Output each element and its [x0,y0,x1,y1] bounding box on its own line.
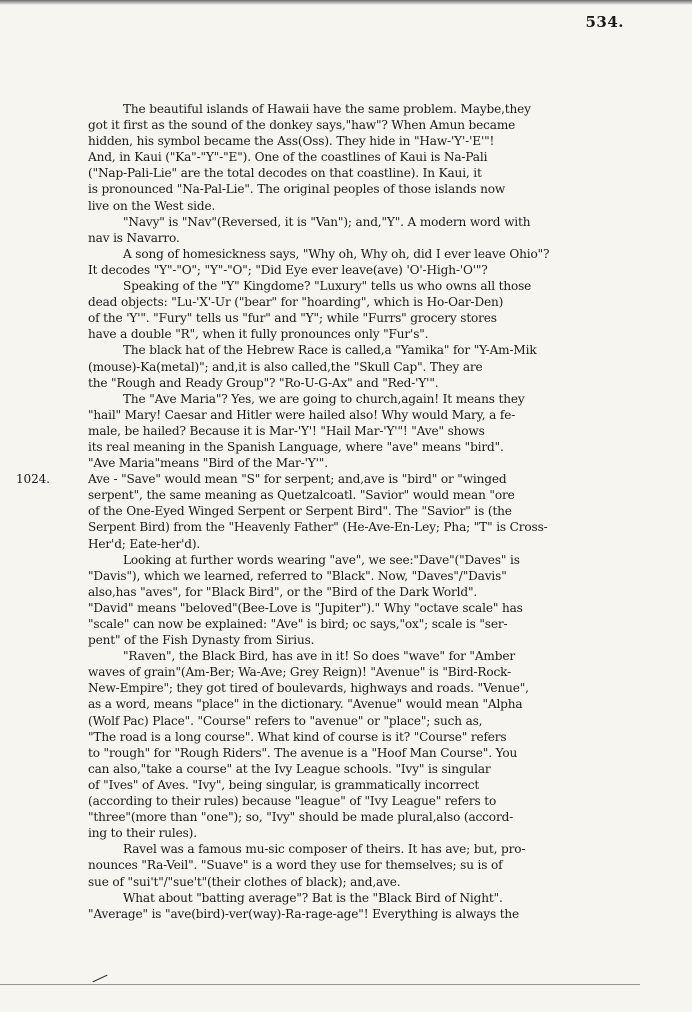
text-line: ing to their rules). [88,826,197,841]
text-line: "scale" can now be explained: "Ave" is bird; oc says,"ox"; scale is "ser- [88,617,508,631]
text-line: Speaking of the "Y" Kingdome? "Luxury" tells us who owns all those [123,279,532,294]
scan-top-edge [0,0,692,5]
text-line: New-Empire"; they got tired of boulevards, highways and roads. "Venue", [88,681,529,696]
text-line: serpent", the same meaning as Quetzalcoatl. "Savior" would mean "ore [88,488,515,503]
text-line: And, in Kaui ("Ka"-"Y"-"E"). One of the coastlines of Kaui is Na-Pali [88,150,488,165]
text-line: ("Nap-Pali-Lie" are the total decodes on that coastline). In Kaui, it [88,166,482,181]
text-line: "three"(more than "one"); so, "Ivy" should be made plural,also (accord- [88,810,514,825]
page-number: 534. [585,13,624,31]
text-line: sue of "sui't"/"sue't"(their clothes of black); and,ave. [88,874,401,889]
text-line: Ave - "Save" would mean "S" for serpent; and,ave is "bird" or "winged [88,472,507,487]
text-line: its real meaning in the Spanish Language, where "ave" means "bird". [88,439,504,454]
text-line: hidden, his symbol became the Ass(Oss). They hide in "Haw-'Y'-'E'"! [88,134,495,149]
text-line: The beautiful islands of Hawaii have the same problem. Maybe,they [123,102,531,116]
text-line: "David" means "beloved"(Bee-Love is "Jupiter")." Why "octave scale" has [88,600,523,615]
text-line: What about "batting average"? Bat is the "Black Bird of Night". [123,890,503,905]
text-line: dead objects: "Lu-'X'-Ur ("bear" for "hoarding", which is Ho-Oar-Den) [88,295,504,310]
text-line: Her'd; Eate-her'd). [88,536,201,551]
text-line: waves of grain"(Am-Ber; Wa-Ave; Grey Reign)! "Avenue" is "Bird-Rock- [88,665,512,680]
text-line: (Wolf Pac) Place". "Course" refers to "avenue" or "place"; such as, [88,713,483,728]
text-line: have a double "R", when it fully pronounces only "Fur's". [88,327,429,342]
text-line: It decodes "Y"-"O"; "Y"-"O"; "Did Eye ever leave(ave) 'O'-High-'O'"? [88,262,488,277]
text-line: to "rough" for "Rough Riders". The avenue is a "Hoof Man Course". You [88,745,518,760]
bottom-pen-mark [93,975,108,983]
text-line: "Davis"), which we learned, referred to "Black". Now, "Daves"/"Davis" [88,568,507,583]
text-line: (according to their rules) because "league" of "Ivy League" refers to [88,794,497,809]
text-line: of "Ives" of Aves. "Ivy", being singular, is grammatically incorrect [88,777,480,792]
text-line: "hail" Mary! Caesar and Hitler were hailed also! Why would Mary, a fe- [88,407,516,422]
text-line: "Raven", the Black Bird, has ave in it! So does "wave" for "Amber [123,649,515,664]
bottom-rule [0,984,640,985]
text-line: live on the West side. [88,198,216,213]
text-line: got it first as the sound of the donkey says,"haw"? When Amun became [88,118,516,133]
text-line: male, be hailed? Because it is Mar-'Y'! "Hail Mar-'Y'"! "Ave" shows [88,423,485,438]
text-line: Looking at further words wearing "ave", we see:"Dave"("Daves" is [123,552,520,567]
entry-number: 1024. [16,472,50,487]
text-line: "Navy" is "Nav"(Reversed, it is "Van"); and,"Y". A modern word with [123,214,531,229]
text-line: also,has "aves", for "Black Bird", or the "Bird of the Dark World". [88,584,478,599]
text-line: as a word, means "place" in the dictionary. "Avenue" would mean "Alpha [88,697,523,712]
body-text [16,101,644,922]
text-line: The black hat of the Hebrew Race is called,a "Yamika" for "Y-Am-Mik [123,343,537,358]
text-line: pent" of the Fish Dynasty from Sirius. [88,633,315,648]
text-line: (mouse)-Ka(metal)"; and,it is also called,the "Skull Cap". They are [88,359,483,374]
text-line: can also,"take a course" at the Ivy League schools. "Ivy" is singular [88,761,491,776]
text-line: Ravel was a famous mu-sic composer of theirs. It has ave; but, pro- [123,842,526,857]
text-line: "The road is a long course". What kind of course is it? "Course" refers [88,729,507,744]
text-line: "Average" is "ave(bird)-ver(way)-Ra-rage-age"! Everything is always the [88,906,520,921]
text-line: of the 'Y'". "Fury" tells us "fur" and "Y"; while "Furrs" grocery stores [88,311,497,326]
text-line: The "Ave Maria"? Yes, we are going to church,again! It means they [123,391,525,406]
text-line: nav is Navarro. [88,230,180,245]
text-line: A song of homesickness says, "Why oh, Why oh, did I ever leave Ohio"? [123,246,550,261]
text-line: Serpent Bird) from the "Heavenly Father" (He-Ave-En-Ley; Pha; "T" is Cross- [88,520,548,535]
text-line: is pronounced "Na-Pal-Lie". The original peoples of those islands now [88,182,506,197]
text-line: "Ave Maria"means "Bird of the Mar-'Y'". [88,456,328,471]
text-line: of the One-Eyed Winged Serpent or Serpent Bird". The "Savior" is (the [88,504,512,519]
text-line: nounces "Ra-Veil". "Suave" is a word they use for themselves; su is of [88,858,503,873]
text-line: the "Rough and Ready Group"? "Ro-U-G-Ax" and "Red-'Y'". [88,375,439,390]
